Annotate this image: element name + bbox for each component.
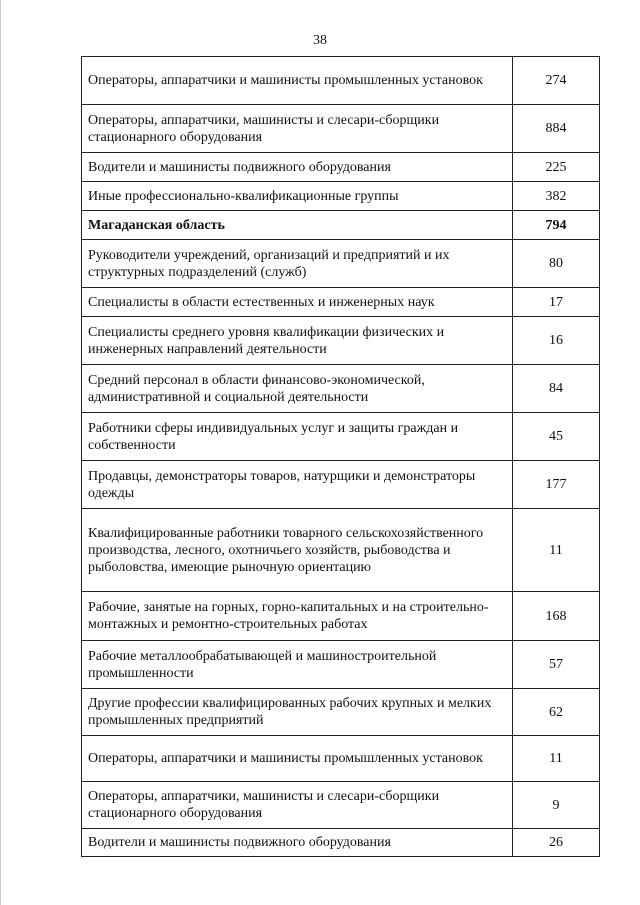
row-label: Водители и машинисты подвижного оборудования bbox=[82, 829, 513, 857]
table-row bbox=[82, 782, 600, 829]
row-label: Квалифицированные работники товарного сельскохозяйственного производства, лесного, охотничьего хозяйств, рыбоводства и рыболовства, имеющие рыночную ориентацию bbox=[82, 509, 513, 592]
scan-edge-line bbox=[0, 0, 1, 905]
row-label: Операторы, аппаратчики и машинисты промышленных установок bbox=[82, 57, 513, 105]
table-row bbox=[82, 153, 600, 182]
row-label: Операторы, аппаратчики, машинисты и слесари-сборщики стационарного оборудования bbox=[82, 105, 513, 153]
table-row bbox=[82, 365, 600, 413]
row-value: 9 bbox=[513, 782, 600, 829]
table-row bbox=[82, 461, 600, 509]
row-value: 225 bbox=[513, 153, 600, 182]
row-value: 57 bbox=[513, 641, 600, 689]
row-label: Операторы, аппаратчики, машинисты и слесари-сборщики стационарного оборудования bbox=[82, 782, 513, 829]
table-row bbox=[82, 592, 600, 641]
table-row bbox=[82, 413, 600, 461]
table-body bbox=[82, 57, 600, 857]
table-row bbox=[82, 317, 600, 365]
row-value: 62 bbox=[513, 689, 600, 736]
table-row bbox=[82, 736, 600, 782]
row-label: Иные профессионально-квалификационные группы bbox=[82, 182, 513, 211]
table-row bbox=[82, 829, 600, 857]
table-row bbox=[82, 689, 600, 736]
row-value: 17 bbox=[513, 288, 600, 317]
row-value: 16 bbox=[513, 317, 600, 365]
page-number: 38 bbox=[313, 33, 327, 48]
data-table bbox=[81, 56, 600, 857]
row-value: 80 bbox=[513, 240, 600, 288]
row-value: 382 bbox=[513, 182, 600, 211]
row-value: 11 bbox=[513, 509, 600, 592]
row-label: Другие профессии квалифицированных рабочих крупных и мелких промышленных предприятий bbox=[82, 689, 513, 736]
row-value: 84 bbox=[513, 365, 600, 413]
row-value: 274 bbox=[513, 57, 600, 105]
table-row bbox=[82, 509, 600, 592]
row-value: 45 bbox=[513, 413, 600, 461]
region-label: Магаданская область bbox=[82, 211, 513, 240]
table-row bbox=[82, 57, 600, 105]
row-label: Водители и машинисты подвижного оборудования bbox=[82, 153, 513, 182]
row-value: 177 bbox=[513, 461, 600, 509]
row-label: Работники сферы индивидуальных услуг и защиты граждан и собственности bbox=[82, 413, 513, 461]
row-label: Продавцы, демонстраторы товаров, натурщики и демонстраторы одежды bbox=[82, 461, 513, 509]
table-row bbox=[82, 240, 600, 288]
table-row bbox=[82, 105, 600, 153]
table-row bbox=[82, 182, 600, 211]
row-value: 26 bbox=[513, 829, 600, 857]
row-label: Рабочие металлообрабатывающей и машиностроительной промышленности bbox=[82, 641, 513, 689]
table-row bbox=[82, 641, 600, 689]
row-label: Руководители учреждений, организаций и предприятий и их структурных подразделений (служб) bbox=[82, 240, 513, 288]
row-label: Специалисты в области естественных и инженерных наук bbox=[82, 288, 513, 317]
row-label: Рабочие, занятые на горных, горно-капитальных и на строительно-монтажных и ремонтно-строительных работах bbox=[82, 592, 513, 641]
row-value: 884 bbox=[513, 105, 600, 153]
row-label: Операторы, аппаратчики и машинисты промышленных установок bbox=[82, 736, 513, 782]
table-row-region-total bbox=[82, 211, 600, 240]
table-row bbox=[82, 288, 600, 317]
region-total-value: 794 bbox=[513, 211, 600, 240]
row-label: Специалисты среднего уровня квалификации физических и инженерных направлений деятельности bbox=[82, 317, 513, 365]
row-label: Средний персонал в области финансово-экономической, административной и социальной деятельности bbox=[82, 365, 513, 413]
row-value: 168 bbox=[513, 592, 600, 641]
row-value: 11 bbox=[513, 736, 600, 782]
